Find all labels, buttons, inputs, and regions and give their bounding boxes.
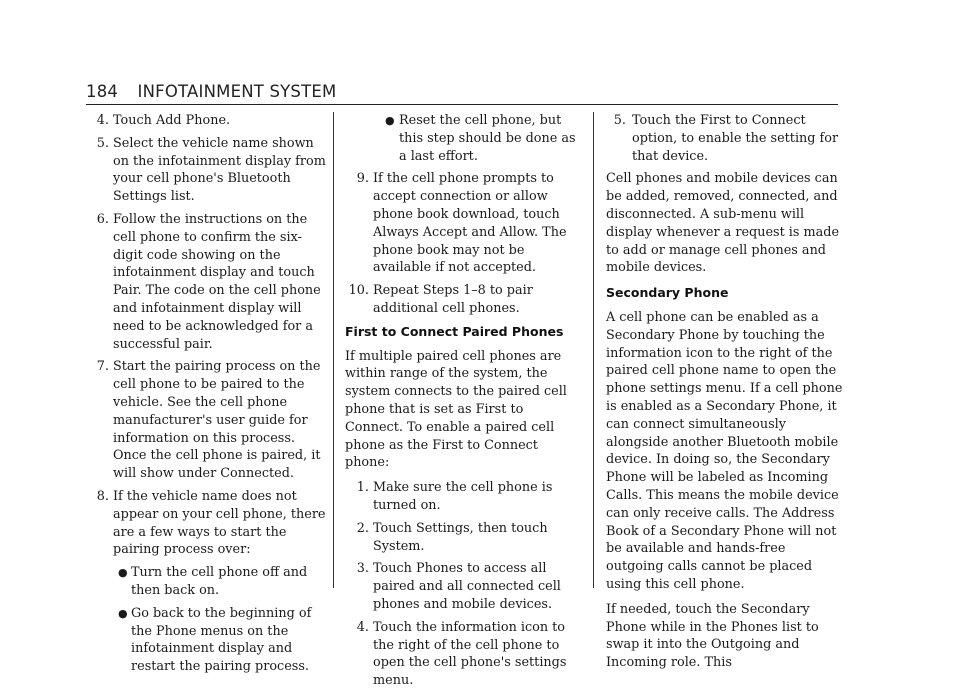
step-number: 2. [356,520,369,536]
step-text: Touch Settings, then touch System. [373,520,548,554]
step-text: Repeat Steps 1–8 to pair additional cell phones. [373,283,533,316]
step-number: 3. [356,561,369,577]
bullet-text: Reset the cell phone, but this step should be done as a last effort. [399,113,576,164]
page-number: 184 [86,82,119,101]
column-3 [606,112,846,679]
step-text: If the cell phone prompts to accept connection or allow phone book download, touch Always Accept and Allow. The phone book may not be available if not accepted. [373,171,567,276]
step-text: Start the pairing process on the cell phone to be paired to the vehicle. See the cell phone manufacturer's user guide for information on this process. Once the cell phone is paired, it will show under Connected. [113,359,321,482]
paragraph: If needed, touch the Secondary Phone while in the Phones list to swap it into the Outgoing and Incoming role. This [606,601,819,671]
list-item [86,211,326,353]
step-number: 4. [96,113,109,128]
bullet-item [86,605,326,676]
bullet-item [86,564,326,600]
column-2 [345,112,585,695]
step-text: Select the vehicle name shown on the infotainment display from your cell phone's Bluetooth Settings list. [113,135,326,205]
list-item [86,358,326,483]
list-item [345,282,585,318]
step-text: Touch the First to Connect option, to enable the setting for that device. [632,113,839,164]
list-item [86,488,326,559]
list-item [345,170,585,277]
step-number: 10. [348,283,369,299]
column-divider-1 [333,112,334,588]
bullet-text: Go back to the beginning of the Phone menus on the infotainment display and restart the pairing process. [131,605,312,675]
list-item [345,619,585,690]
step-number: 8. [96,488,109,504]
step-text: Make sure the cell phone is turned on. [373,480,553,513]
bullet-item [345,112,585,165]
bullet-icon: ● [118,566,128,580]
paragraph: If multiple paired cell phones are within range of the system, the system connects to the paired cell phone that is set as First to Connect. To enable a paired cell phone as the First to Connect phone: [345,348,567,471]
section-heading: First to Connect Paired Phones [345,323,564,339]
step-number: 1. [356,480,369,496]
step-text: Touch the information icon to the right of the cell phone to open the cell phone's settings menu. [373,619,567,689]
header-rule [86,104,838,105]
list-item [345,479,585,515]
step-number: 4. [356,619,369,635]
list-item [606,112,846,165]
page-header [86,82,336,104]
list-item [86,135,326,206]
list-item [86,112,326,130]
step-text: Touch Phones to access all paired and all connected cell phones and mobile devices. [373,561,561,612]
step-number: 6. [96,211,109,227]
section-heading: Secondary Phone [606,285,729,301]
bullet-icon: ● [385,114,395,127]
bullet-text: Turn the cell phone off and then back on. [131,565,308,598]
column-1 [86,112,326,681]
column-divider-2 [593,112,594,588]
list-item [345,560,585,613]
step-text: Follow the instructions on the cell phone to confirm the six-digit code showing on the infotainment display and touch Pair. The code on the cell phone and infotainment display will need to be acknowledged for a successful pair. [113,211,321,352]
step-number: 5. [613,113,626,128]
step-number: 7. [96,359,109,375]
paragraph: Cell phones and mobile devices can be added, removed, connected, and disconnected. A sub-menu will display whenever a request is made to add or manage cell phones and mobile devices. [606,171,840,276]
step-number: 9. [356,171,369,187]
step-text: If the vehicle name does not appear on your cell phone, there are a few ways to start the pairing process over: [113,488,326,558]
bullet-icon: ● [118,606,128,620]
step-text: Touch Add Phone. [113,113,231,128]
section-title: INFOTAINMENT SYSTEM [137,82,337,101]
paragraph: A cell phone can be enabled as a Secondary Phone by touching the information icon to the right of the paired cell phone name to open the phone settings menu. If a cell phone is enabled as a Secondary Phone, it can connect simultaneously alongside another Bluetooth mobile device. In doing so, the Secondary Phone will be labeled as Incoming Calls. This means the mobile device can only receive calls. The Address Book of a Secondary Phone will not be available and hands-free outgoing calls cannot be placed using this cell phone. [606,309,843,592]
list-item [345,520,585,556]
step-number: 5. [96,135,109,151]
